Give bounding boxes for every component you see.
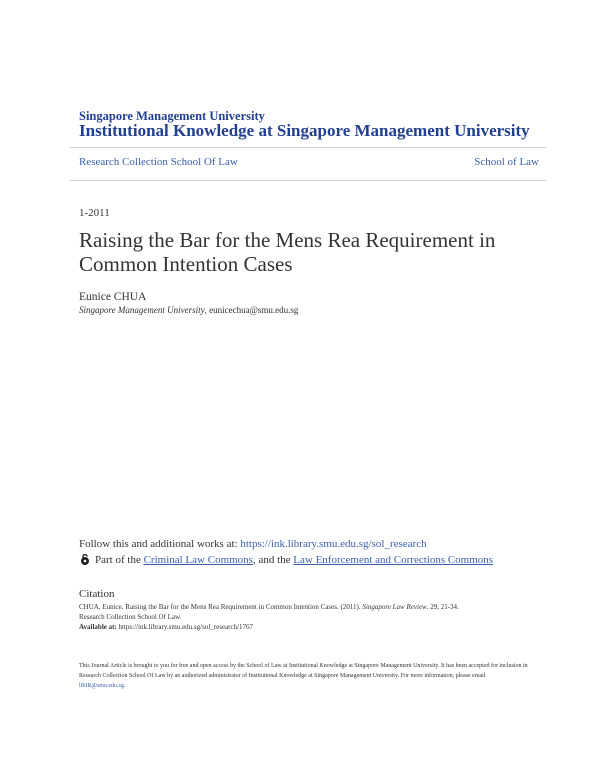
follow-line (79, 538, 427, 550)
top-divider (70, 147, 546, 148)
available-label: Available at: (79, 623, 117, 631)
citation-prefix: CHUA, Eunice. Raising the Bar for the Mens Rea Requirement in Common Intention Cases. (2011). (79, 603, 363, 611)
open-access-icon (79, 554, 91, 566)
citation-collection: Research Collection School Of Law. (79, 613, 182, 621)
author-affiliation: Singapore Management University, eunicechua@smu.edu.sg (79, 305, 299, 315)
collection-link[interactable]: Research Collection School Of Law (79, 156, 238, 168)
available-url[interactable]: https://ink.library.smu.edu.sg/sol_research/1767 (116, 623, 254, 631)
notice-end: . (123, 683, 126, 689)
notice-text: This Journal Article is brought to you for free and open access by the School of Law at Institutional Knowledge at Singapore Management University. It has been accepted for inclusion in Research Collection School Of Law by an authorized administrator of Institutional Knowledge at Singapore Management University. For more information, please email (79, 663, 528, 679)
citation-body (79, 602, 549, 632)
author-name: Eunice CHUA (79, 291, 147, 303)
citation-heading: Citation (79, 588, 115, 600)
part-of-prefix: Part of the (95, 554, 141, 566)
author-institution: Singapore Management University (79, 305, 205, 315)
school-link[interactable]: School of Law (474, 156, 539, 168)
citation-suffix: . 29, 21-34. (426, 603, 459, 611)
criminal-law-commons-link[interactable]: Criminal Law Commons (143, 554, 253, 566)
part-of-middle: , and the (252, 554, 291, 566)
notice-email-link[interactable]: libIR@smu.edu.sg (79, 683, 124, 689)
follow-text: Follow this and additional works at: (79, 538, 241, 550)
follow-url-link[interactable]: https://ink.library.smu.edu.sg/sol_research (240, 538, 427, 550)
author-email: eunicechua@smu.edu.sg (209, 305, 299, 315)
access-notice (79, 661, 529, 691)
publication-date: 1-2011 (79, 207, 110, 219)
citation-journal: Singapore Law Review (362, 603, 427, 611)
bottom-divider (70, 180, 546, 181)
repository-link[interactable]: Institutional Knowledge at Singapore Management University (79, 121, 530, 140)
university-link[interactable]: Singapore Management University (79, 109, 265, 123)
article-title: Raising the Bar for the Mens Rea Requirement in Common Intention Cases (79, 228, 496, 276)
part-of-line (79, 554, 493, 566)
law-enforcement-commons-link[interactable]: Law Enforcement and Corrections Commons (293, 554, 494, 566)
